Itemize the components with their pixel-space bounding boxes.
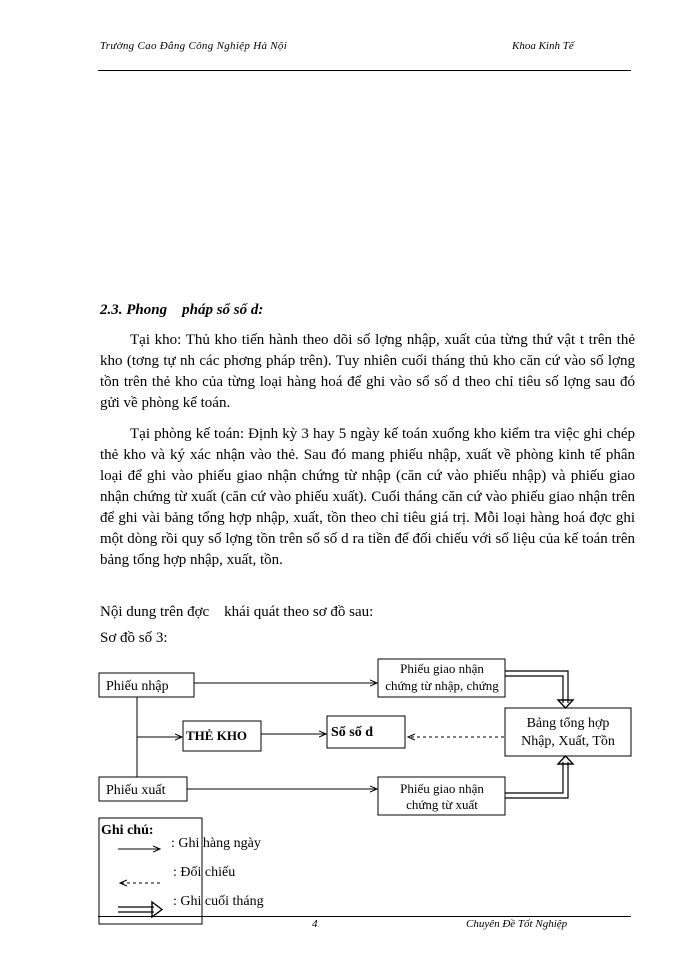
box-giao-nhan-nhap-line2: chứng từ nhập, chứng xyxy=(385,678,499,693)
arrow-nhap-to-the-kho xyxy=(137,697,182,737)
arrow-month-end-bottom-b xyxy=(505,762,563,793)
legend-daily-text: : Ghi hàng ngày xyxy=(171,836,261,851)
arrow-month-end-bottom-head xyxy=(558,756,573,764)
section-heading: 2.3. Phong pháp sổ số d: xyxy=(100,302,264,318)
legend-title: Ghi chú: xyxy=(101,823,154,838)
arrow-month-end-top-b xyxy=(505,676,563,703)
paragraph-accounting-text: Tại phòng kế toán: Định kỳ 3 hay 5 ngày kế toán xuống kho kiểm tra việc ghi chép thẻ kho và ký xác nhận vào thẻ. Sau đó mang phiếu nhập, xuất về phòng kinh tế phân loại để ghi vào phiếu giao nhận chứng từ nhập (căn cứ vào phiếu nhập) và phiếu giao nhận chứng từ xuất (căn cứ vào phiếu xuất). Cuối tháng căn cứ vào phiếu giao nhận trên để ghi vài bảng tổng hợp nhập, xuất, tồn theo chỉ tiêu giá trị. Mỗi loại hàng hoá đợc ghi một dòng rồi quy số lợng tồn trên sổ số d ra tiền để đối chiếu với số liệu của kế toán trên bảng tổng hợp nhập, xuất, tồn. xyxy=(100,426,635,568)
box-the-kho-label: THẺ KHO xyxy=(186,728,248,743)
header-school: Trường Cao Đẳng Công Nghiệp Hà Nội xyxy=(100,40,288,52)
legend-compare-text: : Đối chiếu xyxy=(173,865,236,880)
footer-title: Chuyên Đề Tốt Nghiệp xyxy=(466,918,568,930)
header-faculty: Khoa Kinh Tế xyxy=(512,40,574,52)
page-number: 4 xyxy=(312,918,318,930)
box-bang-tong-hop-line2: Nhập, Xuất, Tồn xyxy=(521,734,615,749)
box-so-so-du-label: Sổ số d xyxy=(331,725,374,740)
box-phieu-xuat-label: Phiếu xuất xyxy=(106,783,166,798)
arrow-month-end-top-head xyxy=(558,700,573,708)
box-bang-tong-hop-line1: Bảng tổng hợp xyxy=(526,716,610,731)
diagram-intro: Nội dung trên đợc khái quát theo sơ đồ sau: xyxy=(100,604,374,620)
box-giao-nhan-xuat-line1: Phiếu giao nhận xyxy=(400,781,484,796)
footer-rule xyxy=(98,916,631,917)
legend-month-end-head xyxy=(152,902,162,917)
box-phieu-nhap-label: Phiếu nhập xyxy=(106,679,169,694)
paragraph-warehouse-text: Tại kho: Thủ kho tiến hành theo dõi số lợng nhập, xuất của từng thứ vật t trên thẻ kho (tơng tự nh các phơng pháp trên). Tuy nhiên cuối tháng thủ kho căn cứ vào số lợng tồn trên thẻ kho của từng loại hàng hoá để ghi vào sổ số d theo chỉ tiêu số lợng sau đó gửi về phòng kế toán. xyxy=(100,332,635,411)
legend-month-end-text: : Ghi cuối tháng xyxy=(173,894,264,909)
box-giao-nhan-xuat-line2: chứng từ xuất xyxy=(406,797,478,812)
diagram-label: Sơ đồ số 3: xyxy=(100,630,168,646)
box-giao-nhan-nhap-line1: Phiếu giao nhận xyxy=(400,661,484,676)
